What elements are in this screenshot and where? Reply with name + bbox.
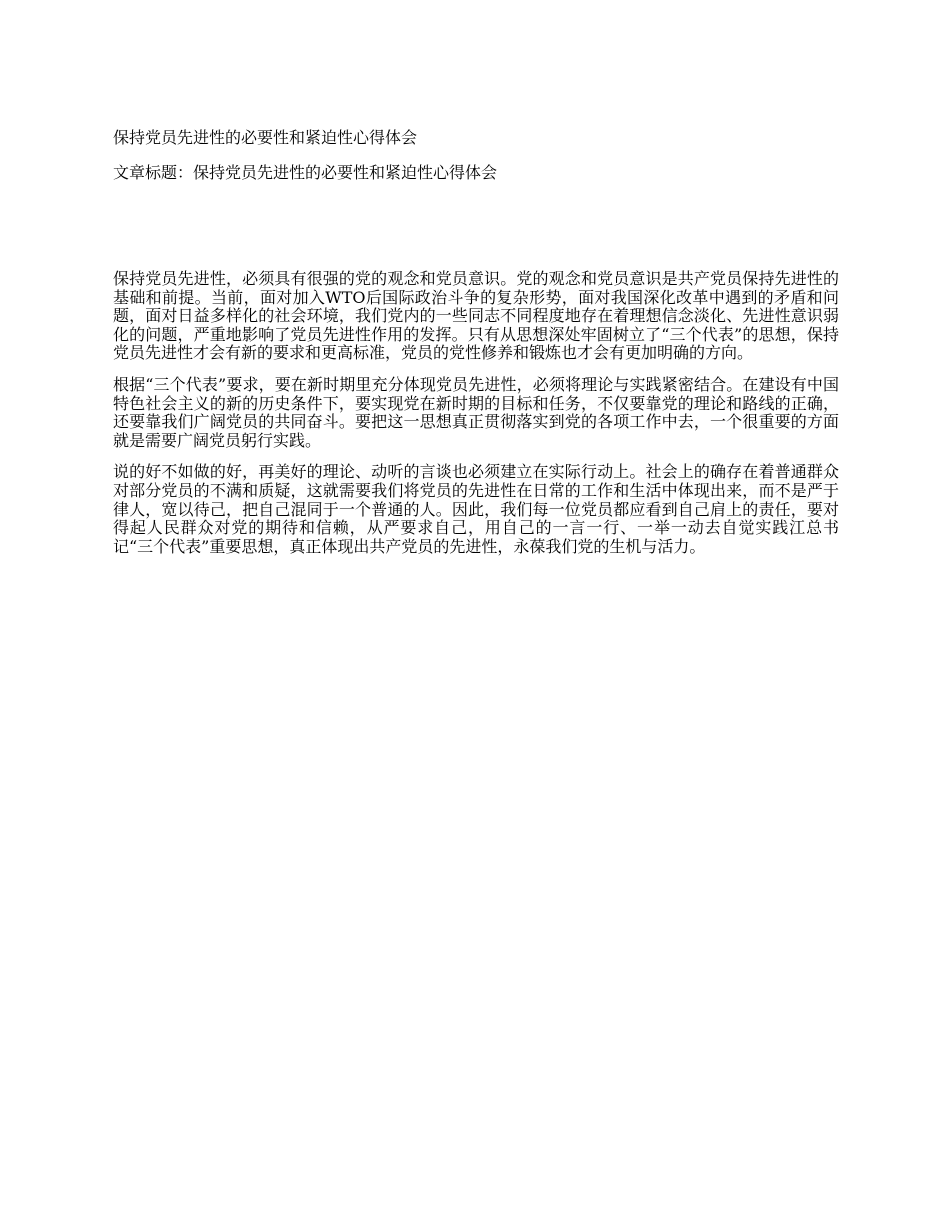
body-paragraph-1: 保持党员先进性，必须具有很强的党的观念和党员意识。党的观念和党员意识是共产党员保持先进性的基础和前提。当前，面对加入WTO后国际政治斗争的复杂形势，面对我国深化改革中遇到的矛盾和问题，面对日益多样化的社会环境，我们党内的一些同志不同程度地存在着理想信念淡化、先进性意识弱化的问题，严重地影响了党员先进性作用的发挥。只有从思想深处牢固树立了“三个代表”的思想，保持党员先进性才会有新的要求和更高标准，党员的党性修养和锻炼也才会有更加明确的方向。 <box>113 269 839 363</box>
body-paragraph-3: 说的好不如做的好，再美好的理论、动听的言谈也必须建立在实际行动上。社会上的确存在着普通群众对部分党员的不满和质疑，这就需要我们将党员的先进性在日常的工作和生活中体现出来，而不是严于律人，宽以待己，把自己混同于一个普通的人。因此，我们每一位党员都应看到自己肩上的责任，要对得起人民群众对党的期待和信赖，从严要求自己，用自己的一言一行、一举一动去自觉实践江总书记“三个代表”重要思想，真正体现出共产党员的先进性，永葆我们党的生机与活力。 <box>113 462 839 556</box>
document-title: 保持党员先进性的必要性和紧迫性心得体会 <box>113 128 418 147</box>
body-paragraph-2: 根据“三个代表”要求，要在新时期里充分体现党员先进性，必须将理论与实践紧密结合。在建设有中国特色社会主义的新的历史条件下，要实现党在新时期的目标和任务，不仅要靠党的理论和路线的正确，还要靠我们广阔党员的共同奋斗。要把这一思想真正贯彻落实到党的各项工作中去，一个很重要的方面就是需要广阔党员躬行实践。 <box>113 374 839 450</box>
document-body <box>113 270 839 569</box>
article-title-line: 文章标题：保持党员先进性的必要性和紧迫性心得体会 <box>113 163 498 182</box>
